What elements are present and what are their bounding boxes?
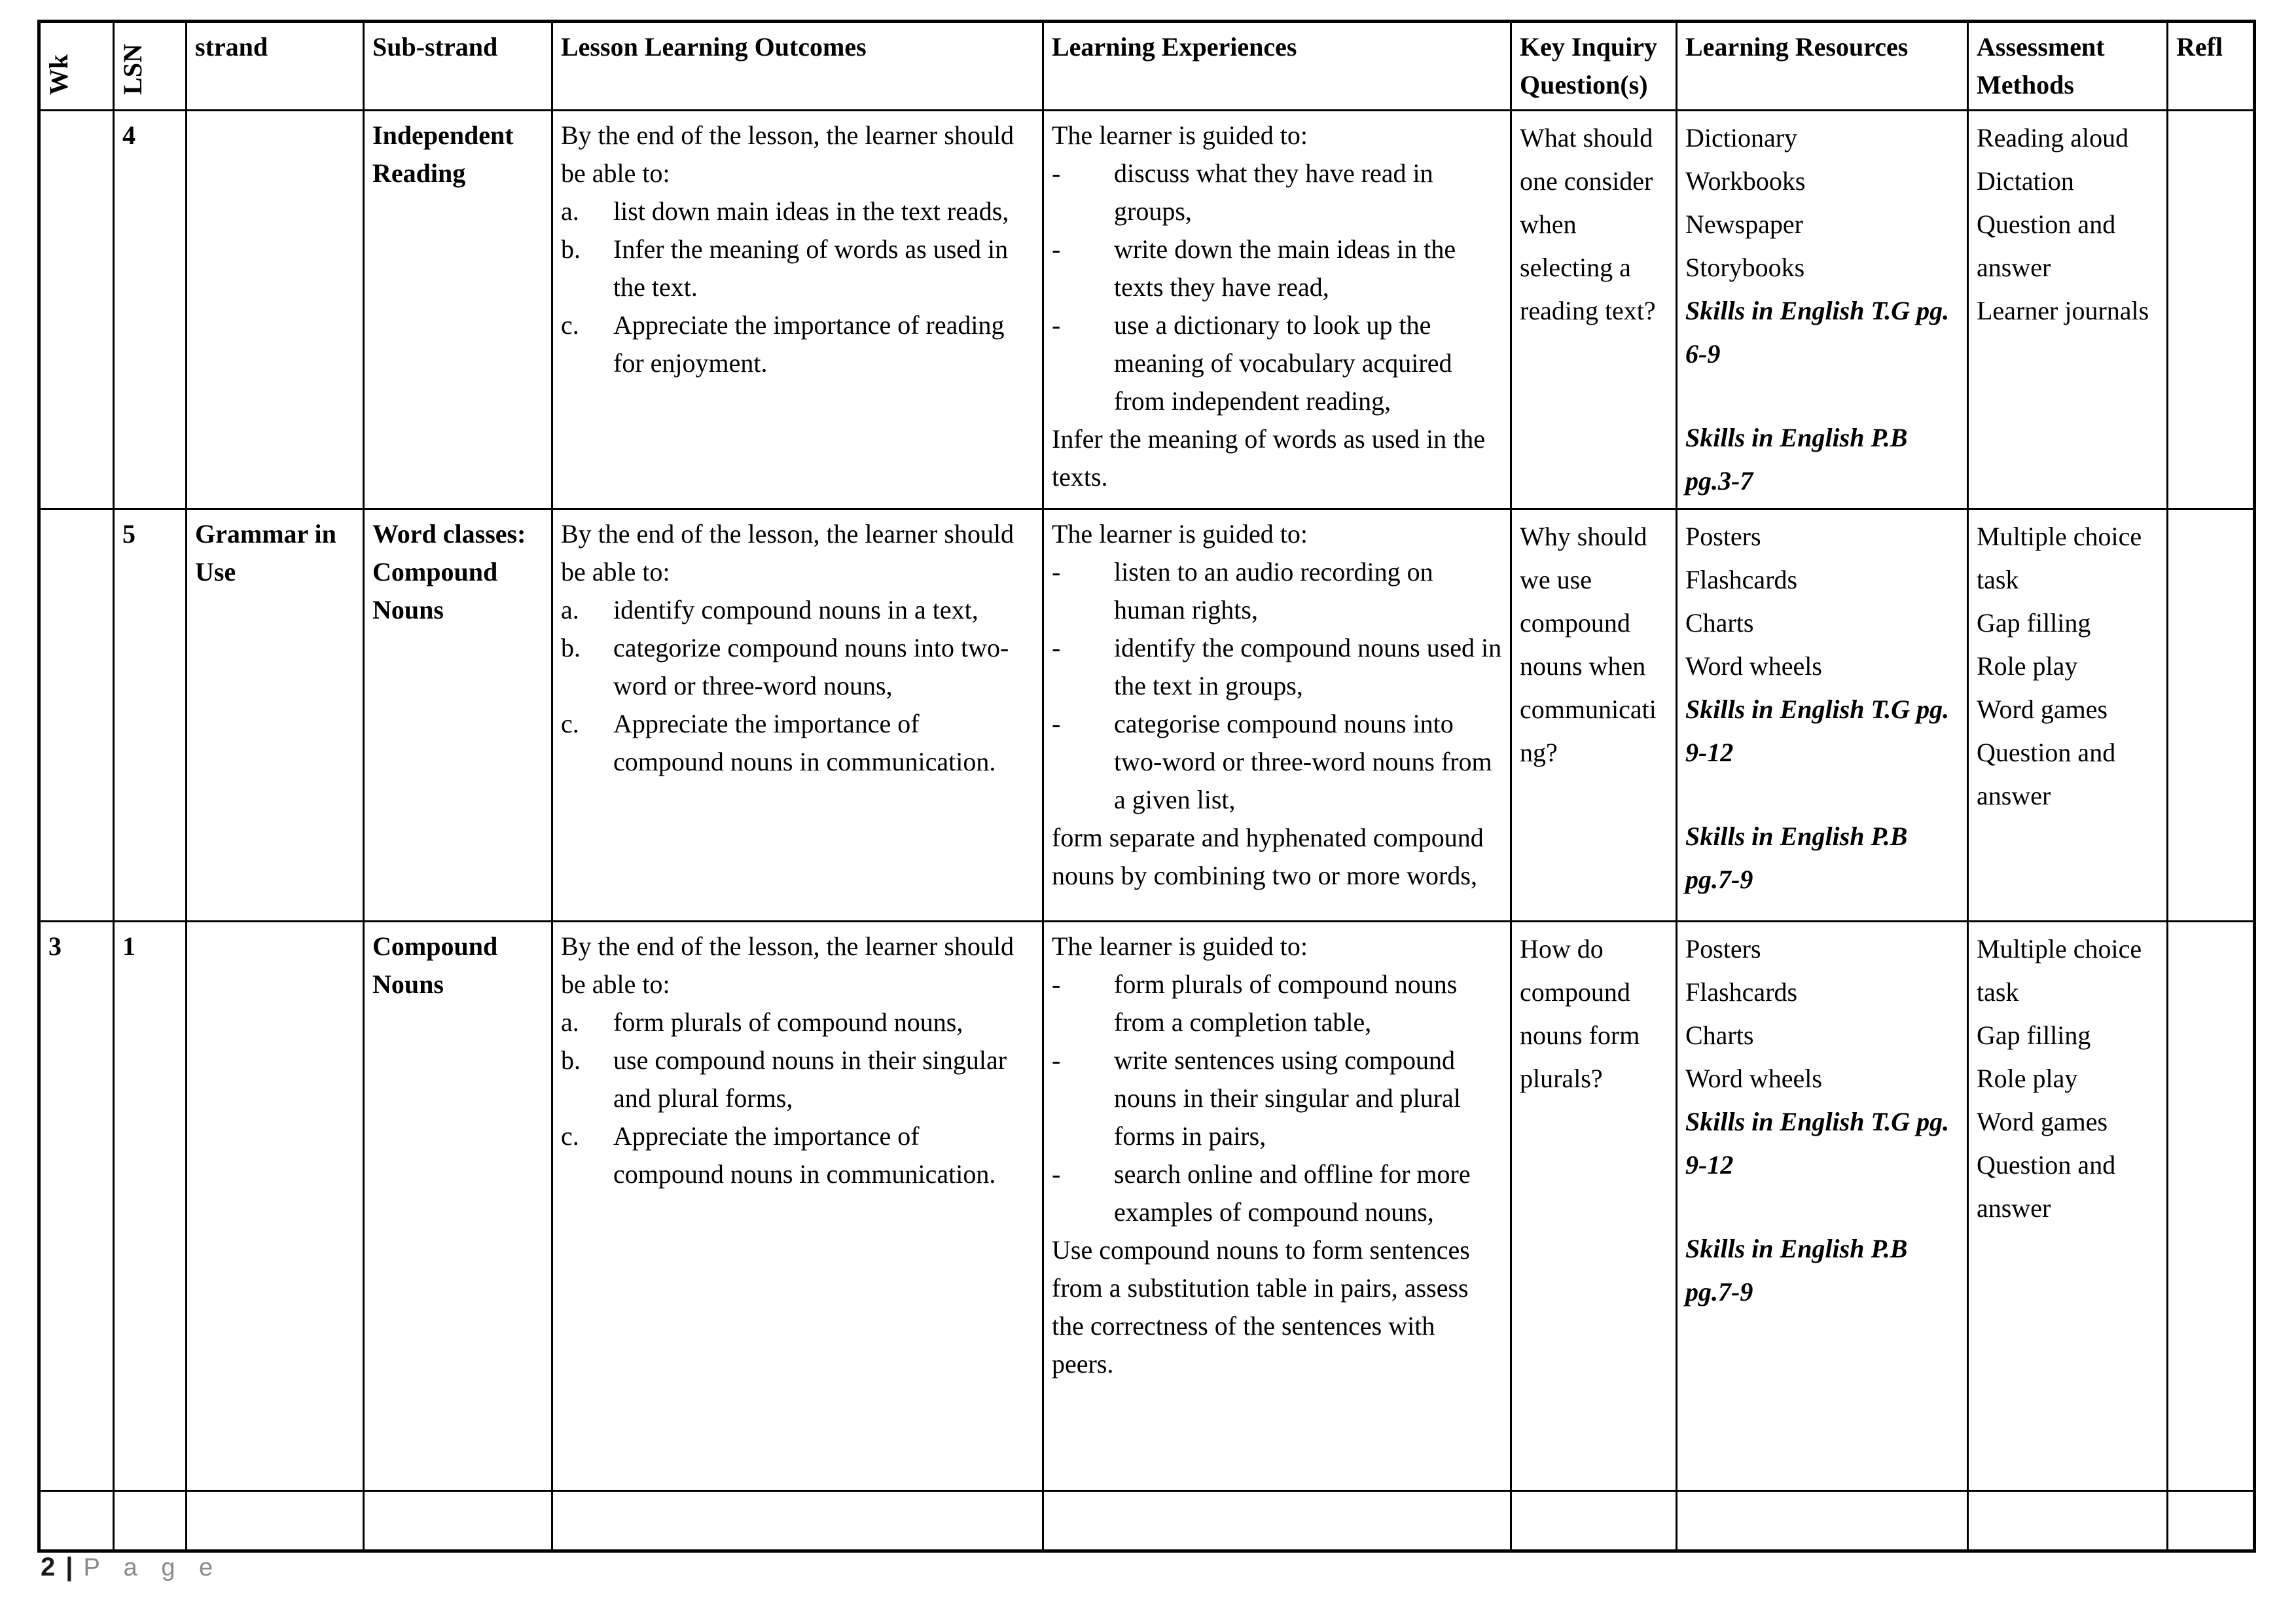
cell-assessment	[1968, 509, 2168, 922]
assessment-item: Word games	[1977, 1107, 2108, 1136]
experience-text: search online and offline for more examples of compound nouns,	[1114, 1159, 1471, 1227]
outcome-text: Infer the meaning of words as used in the text.	[613, 234, 1009, 302]
assessment-item: Multiple choice task	[1977, 522, 2142, 594]
assessment-item: Multiple choice task	[1977, 934, 2142, 1007]
resource-book: Skills in English P.B pg.7-9	[1685, 1234, 1908, 1307]
empty-cell	[364, 1491, 552, 1551]
outcome-label: b.	[561, 1045, 581, 1075]
cell-outcomes	[552, 922, 1043, 1491]
cell-resources	[1677, 922, 1968, 1491]
cell-assessment	[1968, 922, 2168, 1491]
cell-strand: Grammar in Use	[187, 509, 364, 922]
resource-item: Newspaper	[1685, 209, 1803, 239]
outcome-item	[561, 591, 1034, 629]
experience-text: write down the main ideas in the texts they have read,	[1114, 234, 1456, 302]
resource-book: Skills in English P.B pg.3-7	[1685, 423, 1908, 496]
outcome-text: categorize compound nouns into two-word or three-word nouns,	[613, 633, 1009, 700]
dash-bullet: -	[1052, 969, 1061, 999]
experiences-tail: form separate and hyphenated compound nouns by combining two or more words,	[1052, 823, 1484, 890]
cell-refl	[2168, 509, 2255, 922]
outcome-text: use compound nouns in their singular and plural forms,	[613, 1045, 1007, 1113]
dash-bullet: -	[1052, 158, 1061, 188]
header-experiences: Learning Experiences	[1043, 22, 1511, 111]
outcome-label: b.	[561, 234, 581, 264]
header-assessment: Assessment Methods	[1968, 22, 2168, 111]
assessment-item: Learner journals	[1977, 296, 2149, 325]
assessment-item: Gap filling	[1977, 608, 2091, 638]
footer-page-word: P a g e	[83, 1554, 222, 1581]
outcome-text: Appreciate the importance of compound nouns in communication.	[613, 1121, 996, 1189]
cell-experiences	[1043, 922, 1511, 1491]
resource-item: Workbooks	[1685, 166, 1806, 196]
cell-wk	[39, 509, 114, 922]
experiences-intro: The learner is guided to:	[1052, 120, 1308, 150]
assessment-item: Gap filling	[1977, 1020, 2091, 1050]
experience-text: categorise compound nouns into two-word or three-word nouns from a given list,	[1114, 709, 1492, 814]
resource-item: Word wheels	[1685, 651, 1822, 681]
cell-assessment	[1968, 111, 2168, 509]
empty-cell	[1968, 1491, 2168, 1551]
dash-bullet: -	[1052, 633, 1061, 662]
outcome-item	[561, 629, 1034, 705]
dash-bullet: -	[1052, 1159, 1061, 1189]
cell-inquiry: What should one consider when selecting a reading text?	[1511, 111, 1677, 509]
empty-cell	[39, 1491, 114, 1551]
header-wk-label: Wk	[44, 54, 73, 95]
dash-bullet: -	[1052, 310, 1061, 340]
header-wk	[39, 22, 114, 111]
experience-text: identify the compound nouns used in the text in groups,	[1114, 633, 1502, 700]
resource-item: Dictionary	[1685, 123, 1798, 153]
experiences-intro: The learner is guided to:	[1052, 519, 1308, 549]
resource-book: Skills in English T.G pg. 9-12	[1685, 1107, 1950, 1180]
header-row	[39, 22, 2255, 111]
cell-lsn: 1	[114, 922, 187, 1491]
header-refl: Refl	[2168, 22, 2255, 111]
footer-separator: |	[65, 1553, 73, 1581]
assessment-item: Question and answer	[1977, 738, 2116, 810]
experience-text: write sentences using compound nouns in their singular and plural forms in pairs,	[1114, 1045, 1461, 1151]
cell-outcomes	[552, 509, 1043, 922]
empty-cell	[114, 1491, 187, 1551]
header-inquiry: Key Inquiry Question(s)	[1511, 22, 1677, 111]
cell-refl	[2168, 111, 2255, 509]
resource-item: Word wheels	[1685, 1064, 1822, 1093]
table-row	[39, 111, 2255, 509]
outcome-label: c.	[561, 709, 579, 738]
cell-strand	[187, 111, 364, 509]
experience-bullet	[1052, 965, 1502, 1041]
resource-item: Posters	[1685, 934, 1761, 964]
experience-text: form plurals of compound nouns from a completion table,	[1114, 969, 1458, 1037]
assessment-item: Role play	[1977, 651, 2078, 681]
outcome-item	[561, 306, 1034, 382]
resource-book: Skills in English T.G pg. 9-12	[1685, 695, 1950, 767]
cell-refl	[2168, 922, 2255, 1491]
resource-item: Flashcards	[1685, 977, 1798, 1007]
assessment-item: Question and answer	[1977, 209, 2116, 282]
assessment-item: Reading aloud	[1977, 123, 2129, 153]
experience-bullet	[1052, 553, 1502, 629]
cell-resources	[1677, 111, 1968, 509]
outcome-label: b.	[561, 633, 581, 662]
empty-cell	[1677, 1491, 1968, 1551]
cell-experiences	[1043, 509, 1511, 922]
table-row	[39, 509, 2255, 922]
outcome-item	[561, 192, 1034, 230]
table-row	[39, 922, 2255, 1491]
outcome-item	[561, 230, 1034, 306]
dash-bullet: -	[1052, 557, 1061, 586]
experience-text: listen to an audio recording on human rights,	[1114, 557, 1433, 624]
outcomes-intro: By the end of the lesson, the learner should be able to:	[561, 120, 1014, 188]
cell-inquiry: Why should we use compound nouns when communicating?	[1511, 509, 1677, 922]
experiences-tail: Infer the meaning of words as used in the texts.	[1052, 424, 1486, 492]
assessment-item: Word games	[1977, 695, 2108, 724]
outcome-item	[561, 1041, 1034, 1117]
resource-item: Posters	[1685, 522, 1761, 551]
experiences-tail: Use compound nouns to form sentences from a substitution table in pairs, assess the correctness of the sentences with peers.	[1052, 1235, 1470, 1379]
outcome-label: c.	[561, 1121, 579, 1151]
experience-bullet	[1052, 705, 1502, 819]
resource-item: Charts	[1685, 608, 1754, 638]
cell-inquiry: How do compound nouns form plurals?	[1511, 922, 1677, 1491]
page-footer	[41, 1553, 221, 1582]
cell-strand	[187, 922, 364, 1491]
outcome-text: Appreciate the importance of reading for enjoyment.	[613, 310, 1005, 378]
header-resources: Learning Resources	[1677, 22, 1968, 111]
resource-book: Skills in English P.B pg.7-9	[1685, 821, 1908, 894]
experience-bullet	[1052, 629, 1502, 705]
cell-wk	[39, 111, 114, 509]
header-outcomes: Lesson Learning Outcomes	[552, 22, 1043, 111]
cell-sub-strand: Word classes: Compound Nouns	[364, 509, 552, 922]
cell-sub-strand: Independent Reading	[364, 111, 552, 509]
experience-bullet	[1052, 1155, 1502, 1231]
experience-text: discuss what they have read in groups,	[1114, 158, 1433, 226]
experience-text: use a dictionary to look up the meaning of vocabulary acquired from independent reading,	[1114, 310, 1452, 416]
outcome-text: identify compound nouns in a text,	[613, 595, 978, 624]
cell-sub-strand: Compound Nouns	[364, 922, 552, 1491]
cell-experiences	[1043, 111, 1511, 509]
experience-bullet	[1052, 306, 1502, 420]
outcome-text: list down main ideas in the text reads,	[613, 196, 1009, 226]
outcome-text: form plurals of compound nouns,	[613, 1007, 963, 1037]
empty-row	[39, 1491, 2255, 1551]
experience-bullet	[1052, 154, 1502, 230]
header-lsn-label: LSN	[118, 44, 147, 95]
assessment-item: Question and answer	[1977, 1150, 2116, 1223]
outcome-label: a.	[561, 595, 579, 624]
empty-cell	[1043, 1491, 1511, 1551]
outcome-label: a.	[561, 196, 579, 226]
resource-item: Charts	[1685, 1020, 1754, 1050]
header-strand: strand	[187, 22, 364, 111]
dash-bullet: -	[1052, 1045, 1061, 1075]
experience-bullet	[1052, 1041, 1502, 1155]
scheme-of-work-table	[37, 20, 2256, 1553]
outcome-text: Appreciate the importance of compound nouns in communication.	[613, 709, 996, 776]
outcome-label: a.	[561, 1007, 579, 1037]
page-number: 2	[41, 1553, 56, 1581]
experience-bullet	[1052, 230, 1502, 306]
cell-resources	[1677, 509, 1968, 922]
dash-bullet: -	[1052, 234, 1061, 264]
header-lsn	[114, 22, 187, 111]
outcomes-intro: By the end of the lesson, the learner should be able to:	[561, 519, 1014, 586]
cell-wk: 3	[39, 922, 114, 1491]
outcomes-intro: By the end of the lesson, the learner should be able to:	[561, 931, 1014, 999]
cell-lsn: 5	[114, 509, 187, 922]
cell-outcomes	[552, 111, 1043, 509]
assessment-item: Dictation	[1977, 166, 2074, 196]
outcome-item	[561, 705, 1034, 781]
header-sub-strand: Sub-strand	[364, 22, 552, 111]
resource-book: Skills in English T.G pg. 6-9	[1685, 296, 1950, 369]
empty-cell	[552, 1491, 1043, 1551]
resource-item: Storybooks	[1685, 253, 1805, 282]
dash-bullet: -	[1052, 709, 1061, 738]
resource-item: Flashcards	[1685, 565, 1798, 594]
cell-lsn: 4	[114, 111, 187, 509]
outcome-label: c.	[561, 310, 579, 340]
empty-cell	[2168, 1491, 2255, 1551]
experiences-intro: The learner is guided to:	[1052, 931, 1308, 961]
outcome-item	[561, 1003, 1034, 1041]
empty-cell	[187, 1491, 364, 1551]
outcome-item	[561, 1117, 1034, 1193]
assessment-item: Role play	[1977, 1064, 2078, 1093]
empty-cell	[1511, 1491, 1677, 1551]
